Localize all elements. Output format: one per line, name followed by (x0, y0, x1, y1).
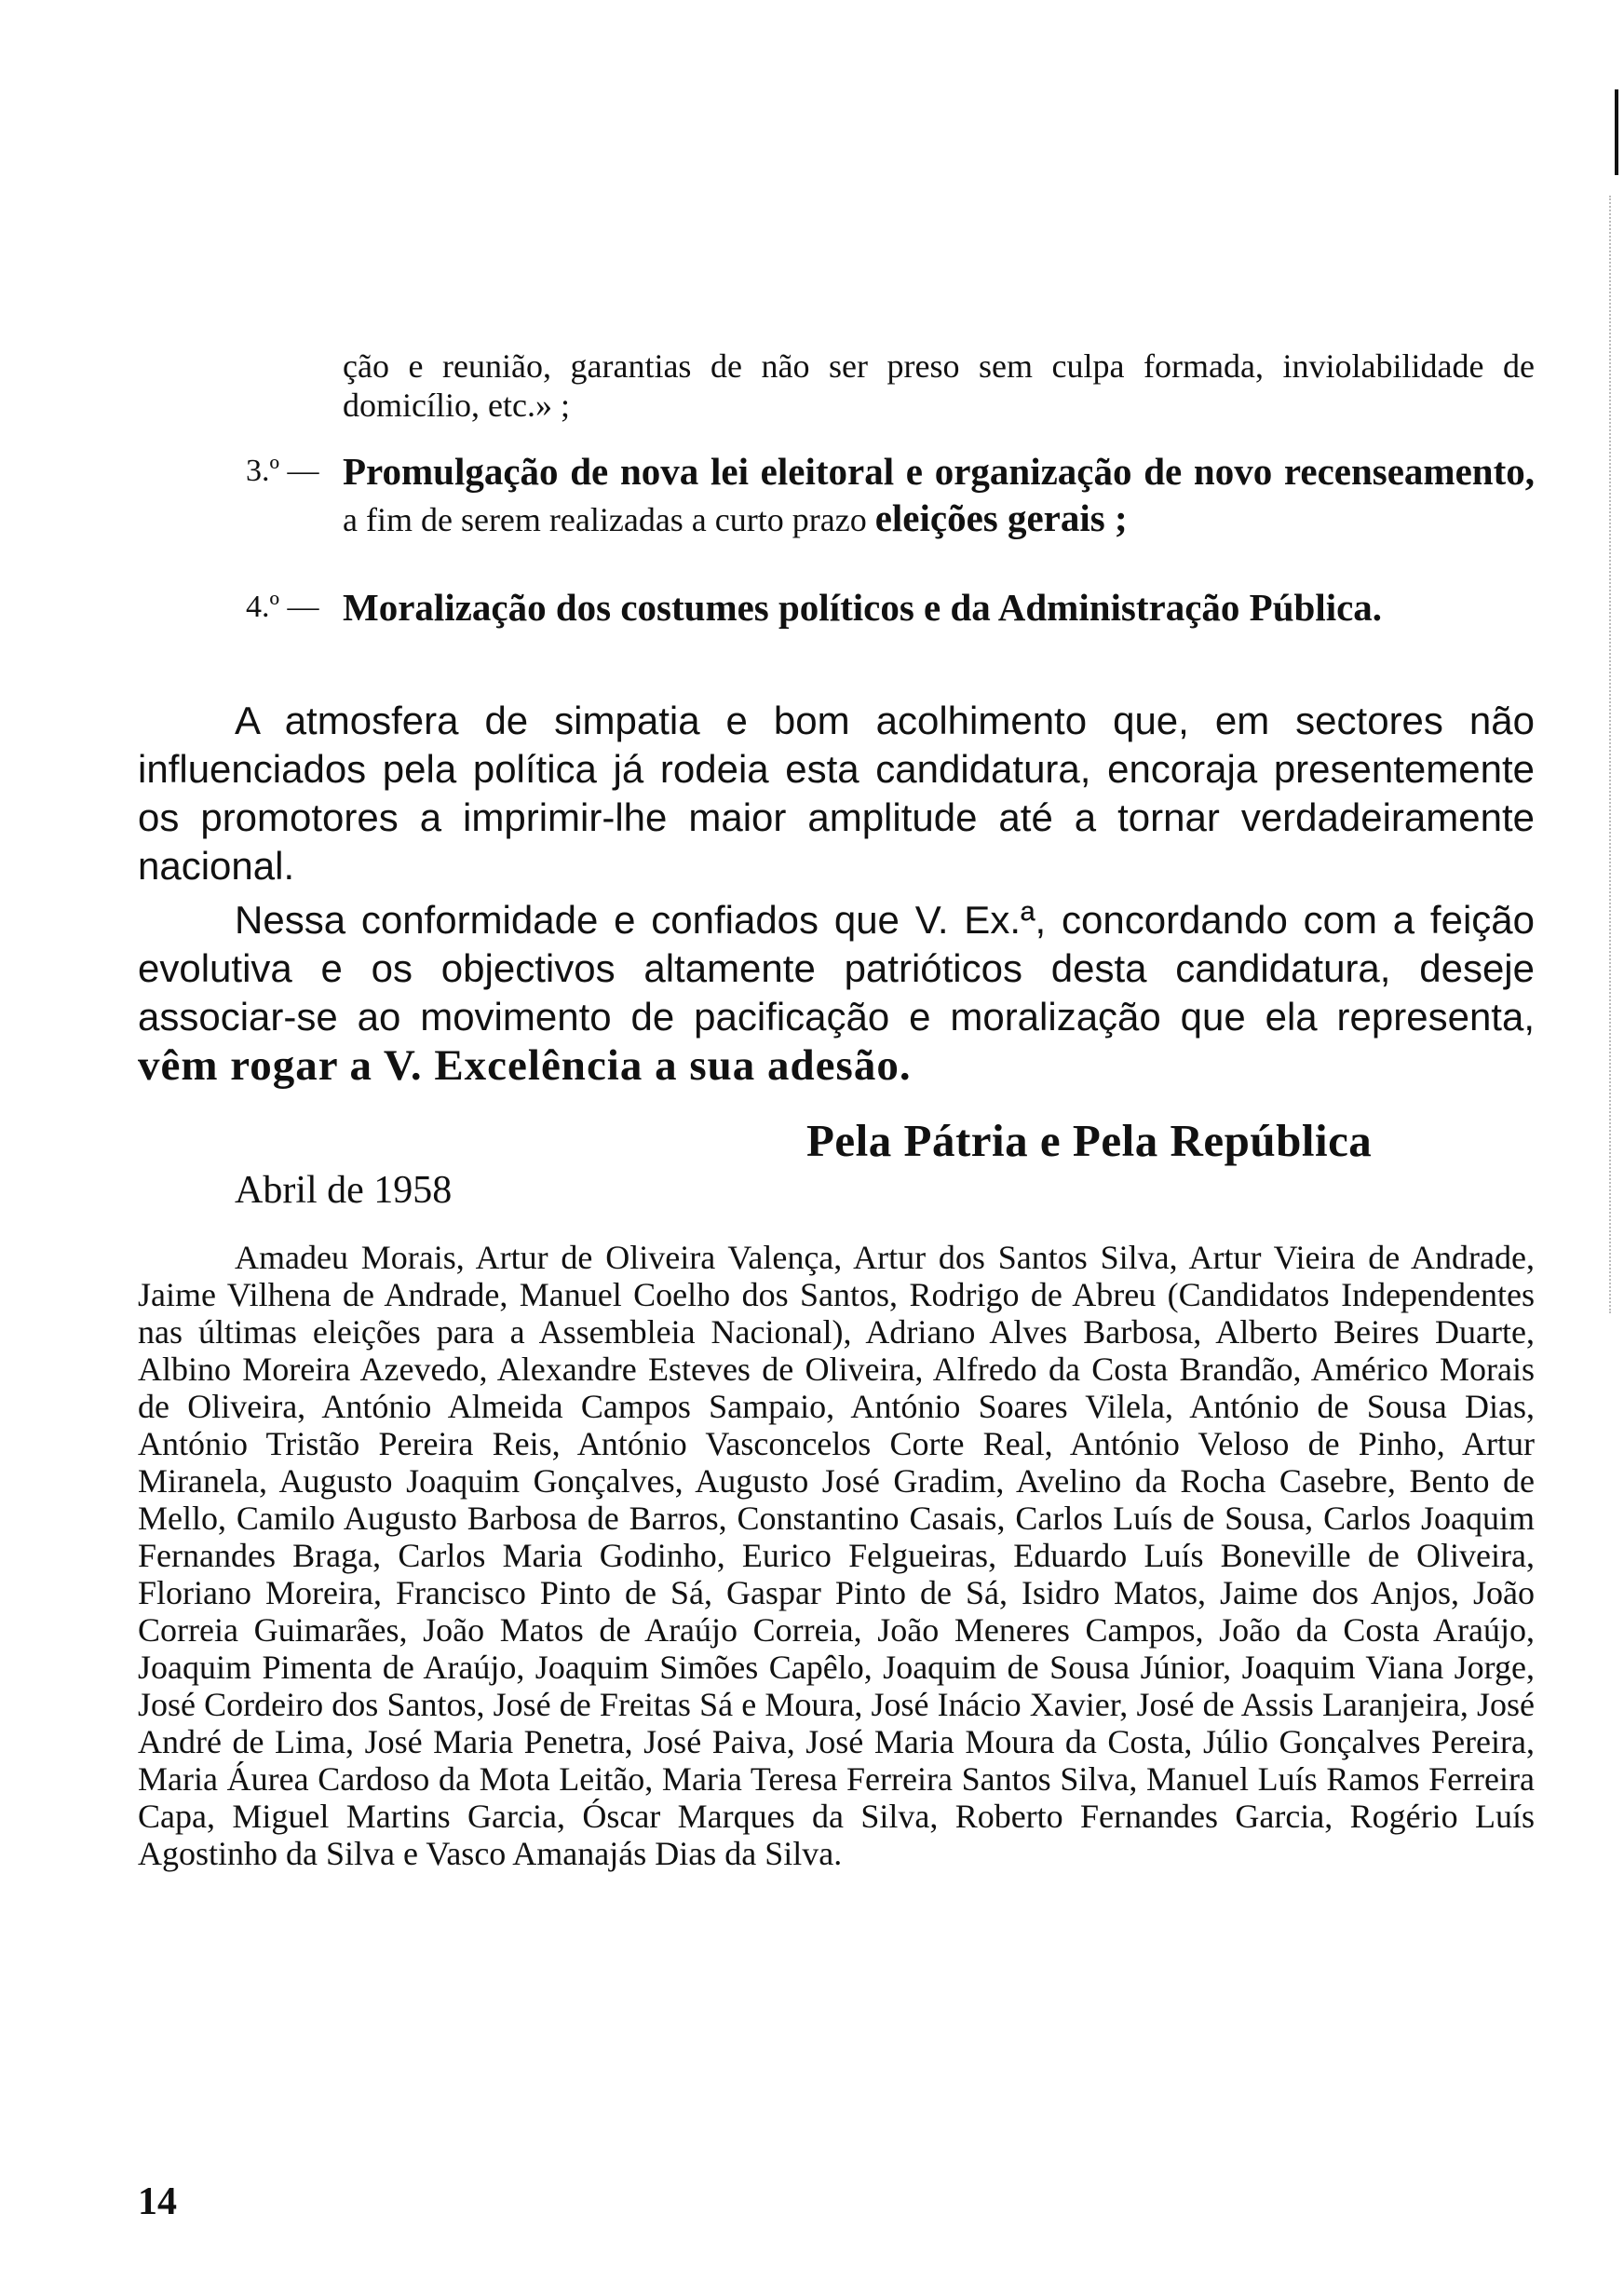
page-edge-dots (1607, 196, 1611, 1313)
item-text (343, 449, 1535, 542)
list-item-4 (246, 585, 1535, 630)
paragraph-2-text: Nessa conformidade e confiados que V. Ex.ª, concordando com a feição evolutiva e os objectivos altamente patrióticos desta candidatura, deseje associar-se ao movimento de pacificação e moralização que ela representa, (138, 898, 1535, 1039)
item-number: 3.º — (246, 454, 319, 488)
signatories-list: Amadeu Morais, Artur de Oliveira Valença, Artur dos Santos Silva, Artur Vieira de Andrade, Jaime Vilhena de Andrade, Manuel Coelho dos Santos, Rodrigo de Abreu (Candidatos Independentes nas últimas eleições para a Assembleia Nacional), Adriano Alves Barbosa, Alberto Beires Duarte, Albino Moreira Azevedo, Alexandre Esteves de Oliveira, Alfredo da Costa Brandão, Américo Morais de Oliveira, António Almeida Campos Sampaio, António Soares Vilela, António de Sousa Dias, António Tristão Pereira Reis, António Vasconcelos Corte Real, António Veloso de Pinho, Artur Miranela, Augusto Joaquim Gonçalves, Augusto José Gradim, Avelino da Rocha Casebre, Bento de Mello, Camilo Augusto Barbosa de Barros, Constantino Casais, Carlos Luís de Sousa, Carlos Joaquim Fernandes Braga, Carlos Maria Godinho, Eurico Felgueiras, Eduardo Luís Boneville de Oliveira, Floriano Moreira, Francisco Pinto de Sá, Gaspar Pinto de Sá, Isidro Matos, Jaime dos Anjos, João Correia Guimarães, João Matos de Araújo Correia, João Meneres Campos, João da Costa Araújo, Joaquim Pimenta de Araújo, Joaquim Simões Capêlo, Joaquim de Sousa Júnior, Joaquim Viana Jorge, José Cordeiro dos Santos, José de Freitas Sá e Moura, José Inácio Xavier, José de Assis Laranjeira, José André de Lima, José Maria Penetra, José Paiva, José Maria Moura da Costa, Júlio Gonçalves Pereira, Maria Áurea Cardoso da Mota Leitão, Maria Teresa Ferreira Santos Silva, Manuel Luís Ramos Ferreira Capa, Miguel Martins Garcia, Óscar Marques da Silva, Roberto Fernandes Garcia, Rogério Luís Agostinho da Silva e Vasco Amanajás Dias da Silva. (138, 1239, 1535, 1872)
continuation-text: ção e reunião, garantias de não ser preso sem culpa formada, inviolabilidade de domicílio, etc.» ; (343, 347, 1535, 424)
item-number: 4.º — (246, 590, 319, 624)
date: Abril de 1958 (235, 1169, 453, 1212)
paragraph-1: A atmosfera de simpatia e bom acolhimento que, em sectores não influenciados pela política já rodeia esta candidatura, encoraja presentemente os promotores a imprimir-lhe maior amplitude até a tornar verdadeiramente nacional. (138, 699, 1535, 888)
item-text (343, 585, 1535, 630)
item-bold-text: Promulgação de nova lei eleitoral e organização de novo recenseamento, (343, 450, 1535, 493)
paragraph-2 (138, 896, 1535, 1091)
item-bold-text: Moralização dos costumes políticos e da Administração Pública. (343, 586, 1383, 629)
item-bold-text-2: eleições gerais ; (874, 496, 1128, 539)
list-item-3 (246, 449, 1535, 542)
paragraph-2-bold: vêm rogar a V. Excelência a sua adesão. (138, 1041, 912, 1090)
page-number: 14 (138, 2180, 177, 2223)
motto: Pela Pátria e Pela República (806, 1115, 1373, 1166)
item-plain-text: a fim de serem realizadas a curto prazo (343, 501, 875, 538)
page-edge-mark (1615, 89, 1618, 175)
